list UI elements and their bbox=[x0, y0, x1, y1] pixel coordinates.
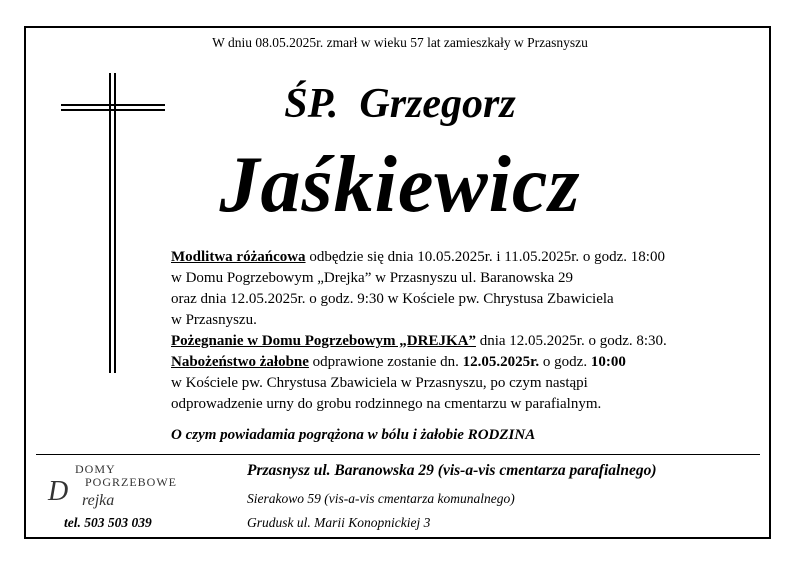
service-time: 10:00 bbox=[590, 354, 626, 370]
farewell-label: Pożegnanie w Domu Pogrzebowym „DREJKA” bbox=[171, 333, 476, 349]
funeral-details bbox=[171, 247, 751, 415]
detail-line-8: odprowadzenie urny do grobu rodzinnego na cmentarzu w parafialnym. bbox=[171, 396, 602, 412]
service-time-prefix: o godz. bbox=[539, 354, 591, 370]
rosary-label: Modlitwa różańcowa bbox=[171, 249, 306, 265]
detail-line-4: w Przasnyszu. bbox=[171, 312, 257, 328]
closing-line: O czym powiadamia pogrążona w bólu i żałobie RODZINA bbox=[171, 427, 536, 443]
deceased-first-name: ŚP. Grzegorz bbox=[284, 81, 516, 127]
detail-line-3: oraz dnia 12.05.2025r. o godz. 9:30 w Kościele pw. Chrystusa Zbawiciela bbox=[171, 291, 614, 307]
logo-script-initial: D bbox=[48, 476, 69, 507]
logo-script-rest: rejka bbox=[82, 492, 115, 509]
address-tertiary: Grudusk ul. Marii Konopnickiej 3 bbox=[247, 515, 431, 530]
detail-line-2: w Domu Pogrzebowym „Drejka” w Przasnyszu ul. Baranowska 29 bbox=[171, 270, 573, 286]
logo-line-1: DOMY bbox=[75, 462, 116, 476]
rosary-line bbox=[171, 247, 751, 268]
deceased-last-name: Jaśkiewicz bbox=[219, 141, 581, 229]
service-label: Nabożeństwo żałobne bbox=[171, 354, 309, 370]
farewell-line bbox=[171, 331, 751, 352]
service-line bbox=[171, 352, 751, 373]
divider bbox=[36, 454, 760, 455]
service-text: odprawione zostanie dn. bbox=[308, 354, 463, 370]
address-primary: Przasnysz ul. Baranowska 29 (vis-a-vis cmentarza parafialnego) bbox=[247, 462, 657, 479]
farewell-text: dnia 12.05.2025r. o godz. 8:30. bbox=[475, 333, 667, 349]
address-secondary: Sierakowo 59 (vis-a-vis cmentarza komunalnego) bbox=[247, 491, 515, 506]
phone-number: tel. 503 503 039 bbox=[64, 515, 152, 530]
service-date: 12.05.2025r. bbox=[462, 354, 540, 370]
detail-line-7: w Kościele pw. Chrystusa Zbawiciela w Przasnyszu, po czym nastąpi bbox=[171, 375, 588, 391]
death-notice-line: W dniu 08.05.2025r. zmarł w wieku 57 lat zamieszkały w Przasnyszu bbox=[212, 35, 588, 50]
rosary-text: odbędzie się dnia 10.05.2025r. i 11.05.2025r. o godz. 18:00 bbox=[305, 249, 665, 265]
logo-line-2: POGRZEBOWE bbox=[85, 475, 177, 489]
